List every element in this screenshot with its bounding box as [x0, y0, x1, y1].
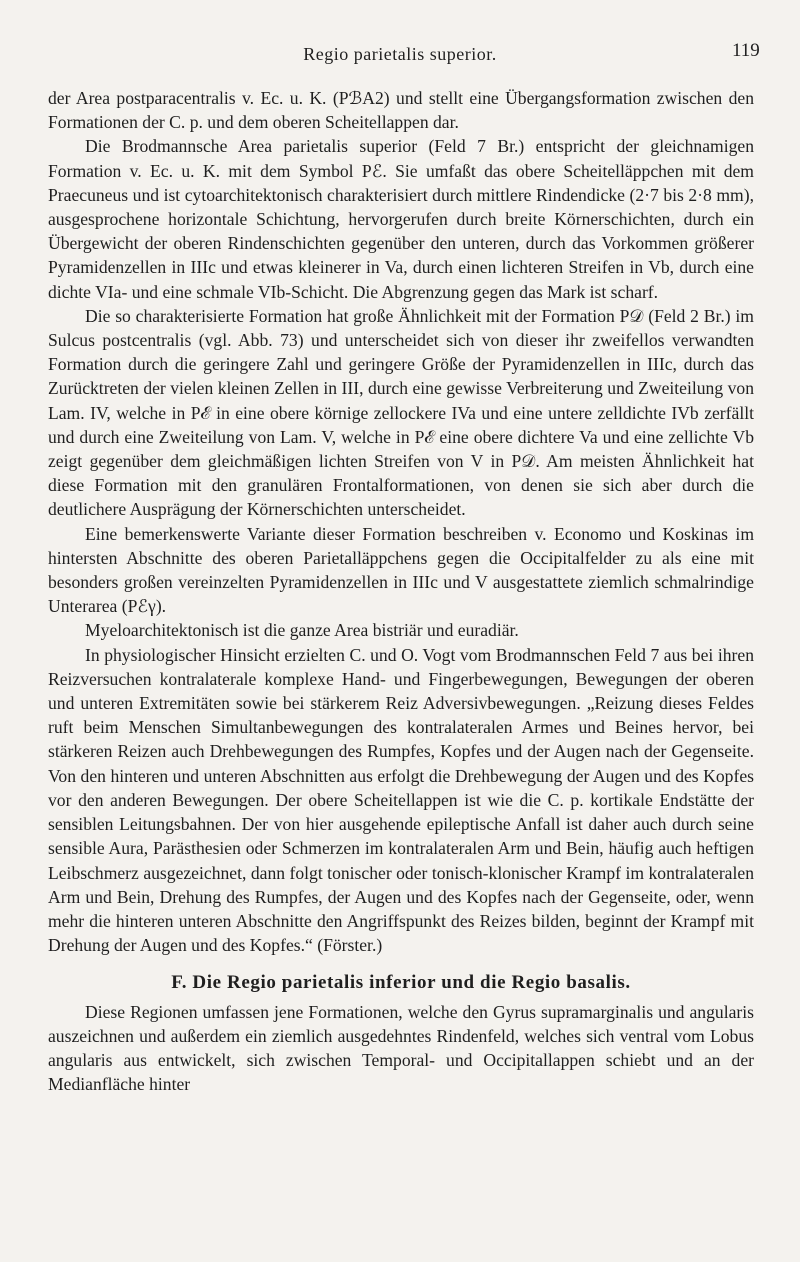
- page-number: 119: [732, 40, 760, 61]
- paragraph-variant: Eine bemerkenswerte Variante dieser Formation beschreiben v. Economo und Koskinas im hintersten Abschnitte des oberen Parietalläppchens gegen die Occipitalfelder zu als eine mit besonders großen vereinzelten Pyramidenzellen in IIIc und V ausgestattete ziemlich schmalrindige Unterarea (Pℰγ).: [48, 523, 754, 617]
- running-title: Regio parietalis superior.: [303, 44, 497, 64]
- paragraph-myeloarchitecture: Myeloarchitektonisch ist die ganze Area bistriär und euradiär.: [85, 620, 519, 641]
- body-text: [48, 86, 754, 1096]
- paragraph-physiology: In physiologischer Hinsicht erzielten C. und O. Vogt vom Brodmannschen Feld 7 aus bei ihren Reizversuchen kontralaterale komplexe Hand- und Fingerbewegungen, Bewegungen der oberen und unteren Extremitäten sowie bei stärkerem Reiz Adversivbewegungen. „Reizung dieses Feldes ruft beim Menschen Simultanbewegungen des kontralateralen Armes und Beines hervor, bei stärkeren Reizen auch Drehbewegungen des Rumpfes, Kopfes und der Augen nach der Gegenseite. Von den hinteren und unteren Abschnitten aus erfolgt die Drehbewegung der Augen und des Kopfes vor den anderen Bewegungen. Der obere Scheitellappen ist wie die C. p. kortikale Endstätte der sensiblen Leitungsbahnen. Der von hier ausgehende epileptische Anfall ist daher auch durch seine sensible Aura, Parästhesien oder Schmerzen im kontralateralen Arm und Bein, häufig auch heftigen Leibschmerz ausgezeichnet, dann folgt tonischer oder tonisch-klonischer Krampf im kontralateralen Arm und Bein, Drehung des Rumpfes, der Augen und des Kopfes nach der Gegenseite, oder, wenn mehr die hinteren unteren Abschnitte den Angriffspunkt des Reizes bilden, beginnt der Krampf mit Drehung der Augen und des Kopfes.“ (Förster.): [48, 644, 754, 956]
- section-heading: F. Die Regio parietalis inferior und die Regio basalis.: [171, 972, 631, 994]
- paragraph-regions: Diese Regionen umfassen jene Formationen, welche den Gyrus supramarginalis und angularis auszeichnen und außerdem ein ziemlich ausgedehntes Rindenfeld, welches sich ventral vom Lobus angularis aus entwickelt, sich zwischen Temporal- und Occipitallappen schiebt und an der Medianfläche hinter: [48, 1001, 754, 1095]
- paragraph-brodmann-area: Die Brodmannsche Area parietalis superior (Feld 7 Br.) entspricht der gleichnamigen Formation v. Ec. u. K. mit dem Symbol Pℰ. Sie umfaßt das obere Scheitelläppchen mit dem Praecuneus und ist cytoarchitektonisch charakterisiert durch mittlere Rindendicke (2·7 bis 2·8 mm), ausgesprochene horizontale Schichtung, hervorgerufen durch breite Körnerschichten, durch ein Übergewicht der oberen Rindenschichten gegenüber den unteren, durch das Vorkommen größerer Pyramidenzellen in IIIc und etwas kleinerer in Va, durch einen lichteren Streifen in Vb, durch eine dichte VIa- und eine schmale VIb-Schicht. Die Abgrenzung gegen das Mark ist scharf.: [48, 136, 754, 302]
- paragraph-comparison: Die so charakterisierte Formation hat große Ähnlichkeit mit der Formation P𝒟 (Feld 2 Br.) im Sulcus postcentralis (vgl. Abb. 73) und unterscheidet sich von dieser ihr zweifellos verwandten Formation durch die geringere Zahl und geringere Größe der Pyramidenzellen in IIIc, durch das Zurücktreten der vielen kleinen Zellen in III, durch eine gewisse Verbreiterung und Zweiteilung von Lam. IV, welche in Pℰ in eine obere körnige zellockere IVa und eine untere zelldichte IVb zerfällt und durch eine Zweiteilung von Lam. V, welche in Pℰ eine obere dichtere Va und eine zellichte Vb zeigt gegenüber dem gleichmäßigen lichten Streifen von V in P𝒟. Am meisten Ähnlichkeit hat diese Formation mit den granulären Frontalformationen, von denen sie sich aber durch die deutlichere Ausprägung der Körnerschichten unterscheidet.: [48, 305, 754, 520]
- paragraph-continuation: der Area postparacentralis v. Ec. u. K. (PℬA2) und stellt eine Übergangsformation zwischen den Formationen der C. p. und dem oberen Scheitellappen dar.: [48, 88, 754, 133]
